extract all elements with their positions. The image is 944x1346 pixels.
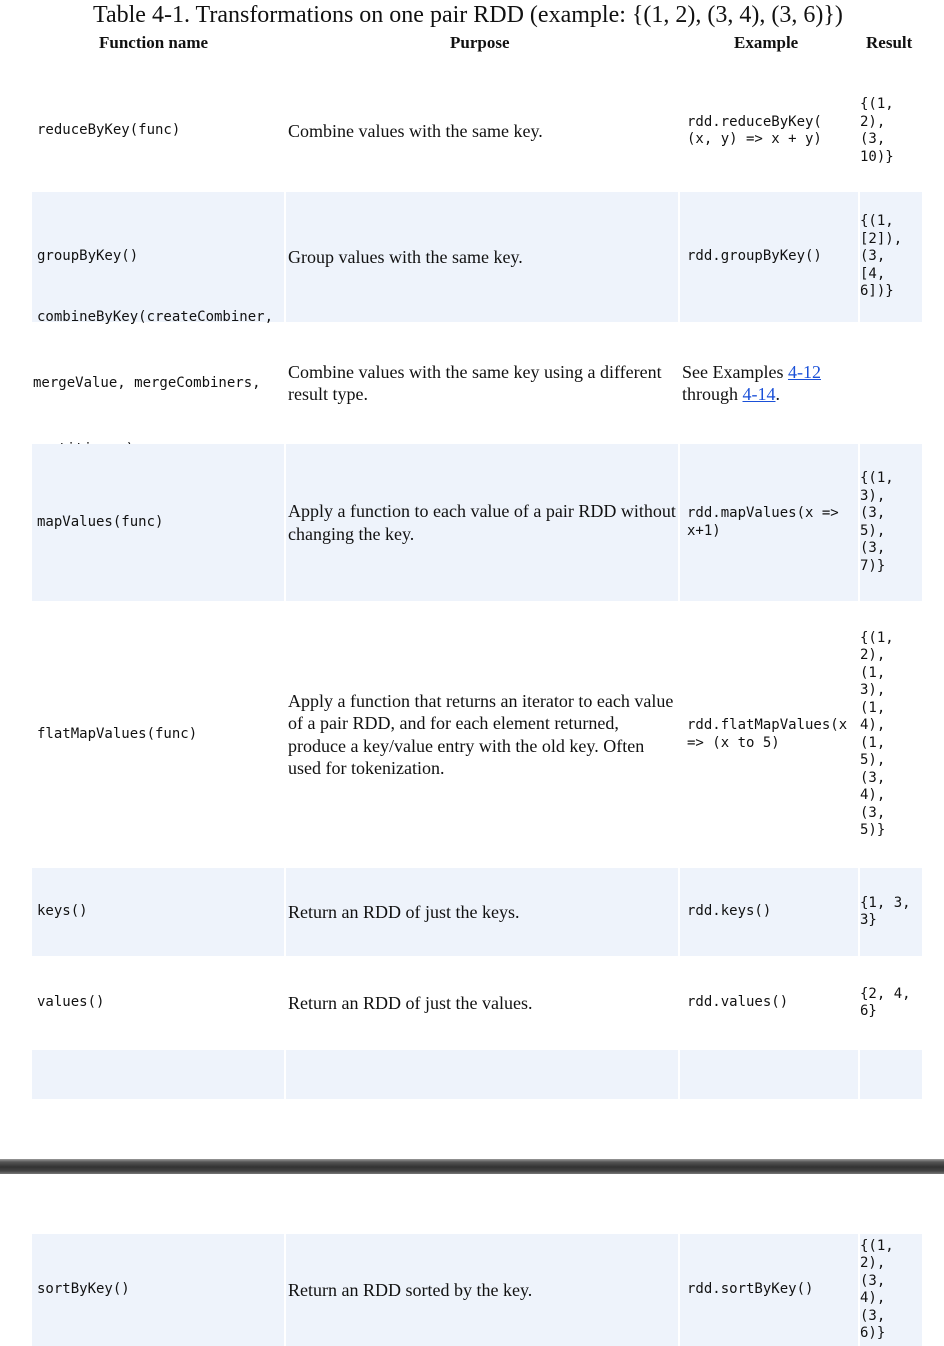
table-row <box>0 1234 944 1346</box>
header-purpose: Purpose <box>450 33 510 52</box>
result-value: {(1, 2), (1, 3), (1, 4), (1, 5), (3, 4), (3, 5)} <box>860 629 894 838</box>
example-cell <box>680 324 858 442</box>
purpose-text: Return an RDD of just the keys. <box>288 901 520 922</box>
purpose-cell <box>286 603 678 866</box>
function-name: sortByKey() <box>37 1281 130 1298</box>
purpose-text: Return an RDD of just the values. <box>288 992 533 1013</box>
header-example: Example <box>734 33 799 52</box>
result-cell <box>860 868 922 956</box>
header-result: Result <box>866 33 913 52</box>
result-cell <box>860 603 922 866</box>
purpose-text: Apply a function to each value of a pair RDD without changing the key. <box>288 501 676 544</box>
result-cell <box>860 192 922 322</box>
example-cell <box>680 603 858 866</box>
example-cell <box>680 444 858 601</box>
function-cell <box>32 958 284 1048</box>
function-cell <box>32 1234 284 1346</box>
example-code: rdd.reduceByKey( (x, y) => x + y) <box>687 113 822 147</box>
example-code: rdd.keys() <box>687 903 772 920</box>
purpose-cell <box>286 1234 678 1346</box>
example-code: rdd.mapValues(x => x+1) <box>687 505 839 539</box>
result-cell <box>860 324 922 442</box>
purpose-cell <box>286 444 678 601</box>
purpose-cell <box>286 324 678 442</box>
table-row <box>0 444 944 601</box>
example-cell <box>680 192 858 322</box>
function-cell <box>32 603 284 866</box>
function-cell <box>32 309 284 442</box>
example-cell <box>680 72 858 190</box>
table-row <box>0 72 944 190</box>
purpose-cell <box>286 958 678 1048</box>
purpose-text: Apply a function that returns an iterator to each value of a pair RDD, and for each element returned, produce a key/value entry with the old key. Often used for tokenization. <box>288 690 674 778</box>
result-value: {(1, 2), (3, 4), (3, 6)} <box>860 1237 894 1341</box>
purpose-cell <box>286 72 678 190</box>
table-caption: Table 4-1. Transformations on one pair RDD (example: {(1, 2), (3, 4), (3, 6)}) <box>93 2 843 28</box>
function-name: groupByKey() <box>37 248 139 265</box>
example-cell <box>680 1234 858 1346</box>
empty-table-row <box>0 1050 944 1099</box>
table-row <box>0 309 944 442</box>
function-name: values() <box>37 994 105 1011</box>
function-cell <box>32 868 284 956</box>
example-4-14-link[interactable]: 4-14 <box>742 384 776 404</box>
table-row <box>0 868 944 956</box>
function-name: mapValues(func) <box>37 513 164 530</box>
example-4-12-link[interactable]: 4-12 <box>787 361 821 382</box>
function-name: combineByKey(createCombiner, mergeValue, mergeCombiners, <box>33 309 274 391</box>
example-cell <box>680 958 858 1048</box>
result-value: {1, 3, 3} <box>860 894 911 928</box>
example-code: rdd.values() <box>687 994 789 1011</box>
result-value: {(1, [2]), (3, [4, 6])} <box>860 213 903 300</box>
purpose-cell <box>286 868 678 956</box>
header-function-name: Function name <box>99 33 209 52</box>
result-cell <box>860 958 922 1048</box>
table-row <box>0 958 944 1048</box>
function-cell <box>32 444 284 601</box>
function-cell <box>32 72 284 190</box>
purpose-text: Combine values with the same key using a different result type. <box>288 361 662 404</box>
result-value: {(1, 2), (3, 10)} <box>860 96 894 165</box>
result-cell <box>860 444 922 601</box>
purpose-text: Group values with the same key. <box>288 246 523 267</box>
function-name: flatMapValues(func) <box>37 725 198 742</box>
result-cell <box>860 1234 922 1346</box>
function-name: reduceByKey(func) <box>37 122 181 139</box>
purpose-cell <box>286 192 678 322</box>
purpose-text: Combine values with the same key. <box>288 120 543 141</box>
purpose-text: Return an RDD sorted by the key. <box>288 1279 533 1300</box>
result-value: {(1, 3), (3, 5), (3, 7)} <box>860 470 894 574</box>
result-cell <box>860 72 922 190</box>
example-cell <box>680 868 858 956</box>
page-divider <box>0 1159 944 1174</box>
example-text: See Examples 4-12 through 4-14. <box>682 361 821 404</box>
example-code: rdd.sortByKey() <box>687 1281 814 1298</box>
example-code: rdd.flatMapValues(x => (x to 5) <box>687 717 848 751</box>
result-value: {2, 4, 6} <box>860 985 911 1019</box>
example-code: rdd.groupByKey() <box>687 248 822 265</box>
table-row <box>0 603 944 866</box>
function-name: keys() <box>37 903 88 920</box>
